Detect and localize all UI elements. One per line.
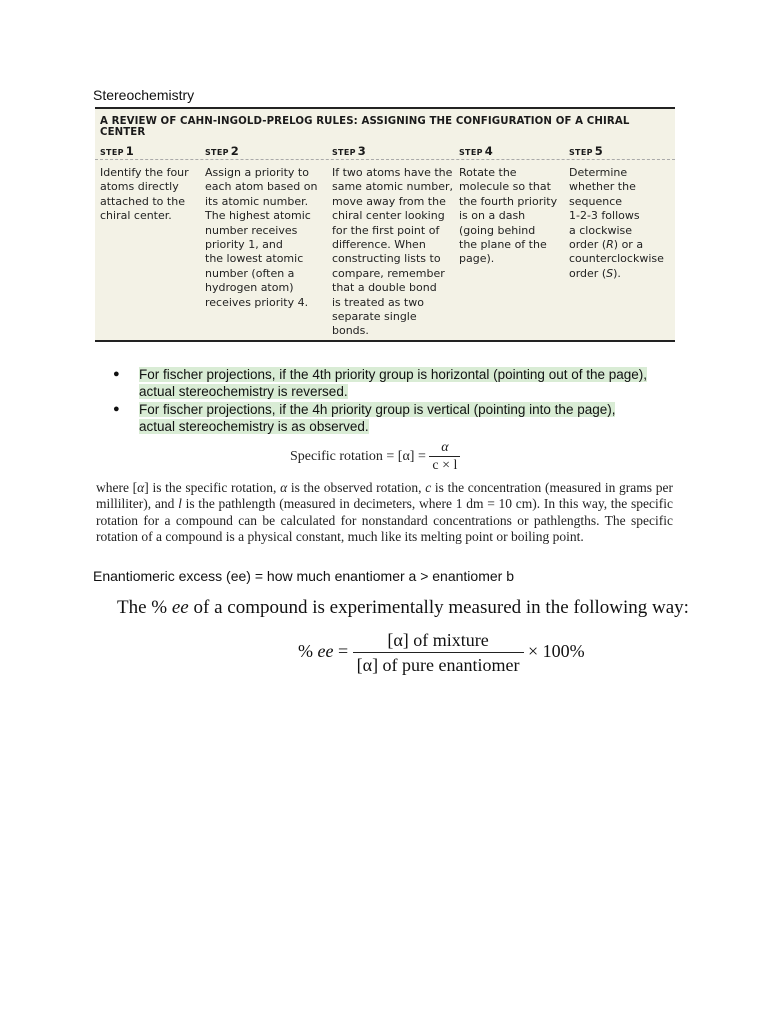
bullet-icon: ●: [113, 368, 120, 380]
list-item: ● For fischer projections, if the 4h priority group is vertical (pointing into the page), actual stereochemistry is as observed.: [113, 402, 616, 434]
step-1-text: Identify the four atoms directly attached to the chiral center.: [100, 166, 189, 223]
ee-formula: % ee = $\frac{\text{[α] of mixture}}{\text{[α] of pure enantiomer}}$ × 100%: [298, 628, 585, 678]
step-2-heading: STEP 2: [205, 144, 239, 158]
step-2-text: Assign a priority to each atom based on its atomic number. The highest atomic number receives priority 1, and the lowest atomic number (often a hydrogen atom) receives priority 4.: [205, 166, 318, 309]
step-4-heading: STEP 4: [459, 144, 493, 158]
specific-rotation-formula: Specific rotation = [α] = $\frac{\alpha}{c \times l}$: [290, 440, 460, 474]
header-divider: [95, 159, 675, 160]
bullet-icon: ●: [113, 403, 120, 415]
step-4-text: Rotate the molecule so that the fourth priority is on a dash (going behind the plane of the page).: [459, 166, 558, 266]
page-heading: Stereochemistry: [93, 87, 195, 103]
ee-sentence: The % ee of a compound is experimentally measured in the following way:: [117, 597, 689, 618]
rotation-fraction: $\frac{\alpha}{c \times l}$: [429, 440, 460, 474]
ee-definition: Enantiomeric excess (ee) = how much enantiomer a > enantiomer b: [93, 568, 514, 584]
fischer-notes-list: [113, 366, 683, 436]
step-5-text: Determine whether the sequence 1-2-3 follows a clockwise order (R) or a counterclockwise order (S).: [569, 166, 664, 280]
step-3-heading: STEP 3: [332, 144, 366, 158]
rotation-explanation: where [α] is the specific rotation, α is the observed rotation, c is the concentration (measured in grams per milliliter), and l is the pathlength (measured in decimeters, where 1 dm = 10 cm). In this way, the specific rotation for a compound can be calculated for nonstandard concentrations or pathlengths. The specific rotation of a compound is a physical constant, much like its melting point or boiling point.: [96, 480, 674, 544]
step-3-text: If two atoms have the same atomic number, move away from the chiral center looking for the first point of difference. When constructing lists to compare, remember that a double bond is treated as two separate single bonds.: [332, 166, 453, 338]
ee-fraction: $\frac{\text{[α] of mixture}}{\text{[α] of pure enantiomer}}$: [353, 628, 524, 678]
step-5-heading: STEP 5: [569, 144, 603, 158]
cip-table-title: A REVIEW OF CAHN-INGOLD-PRELOG RULES: ASSIGNING THE CONFIGURATION OF A CHIRAL CENTER: [100, 116, 630, 138]
step-1-heading: STEP 1: [100, 144, 134, 158]
list-item: ● For fischer projections, if the 4th priority group is horizontal (pointing out of the page), actual stereochemistry is reversed.: [113, 367, 648, 399]
cip-rules-table: [95, 107, 675, 342]
